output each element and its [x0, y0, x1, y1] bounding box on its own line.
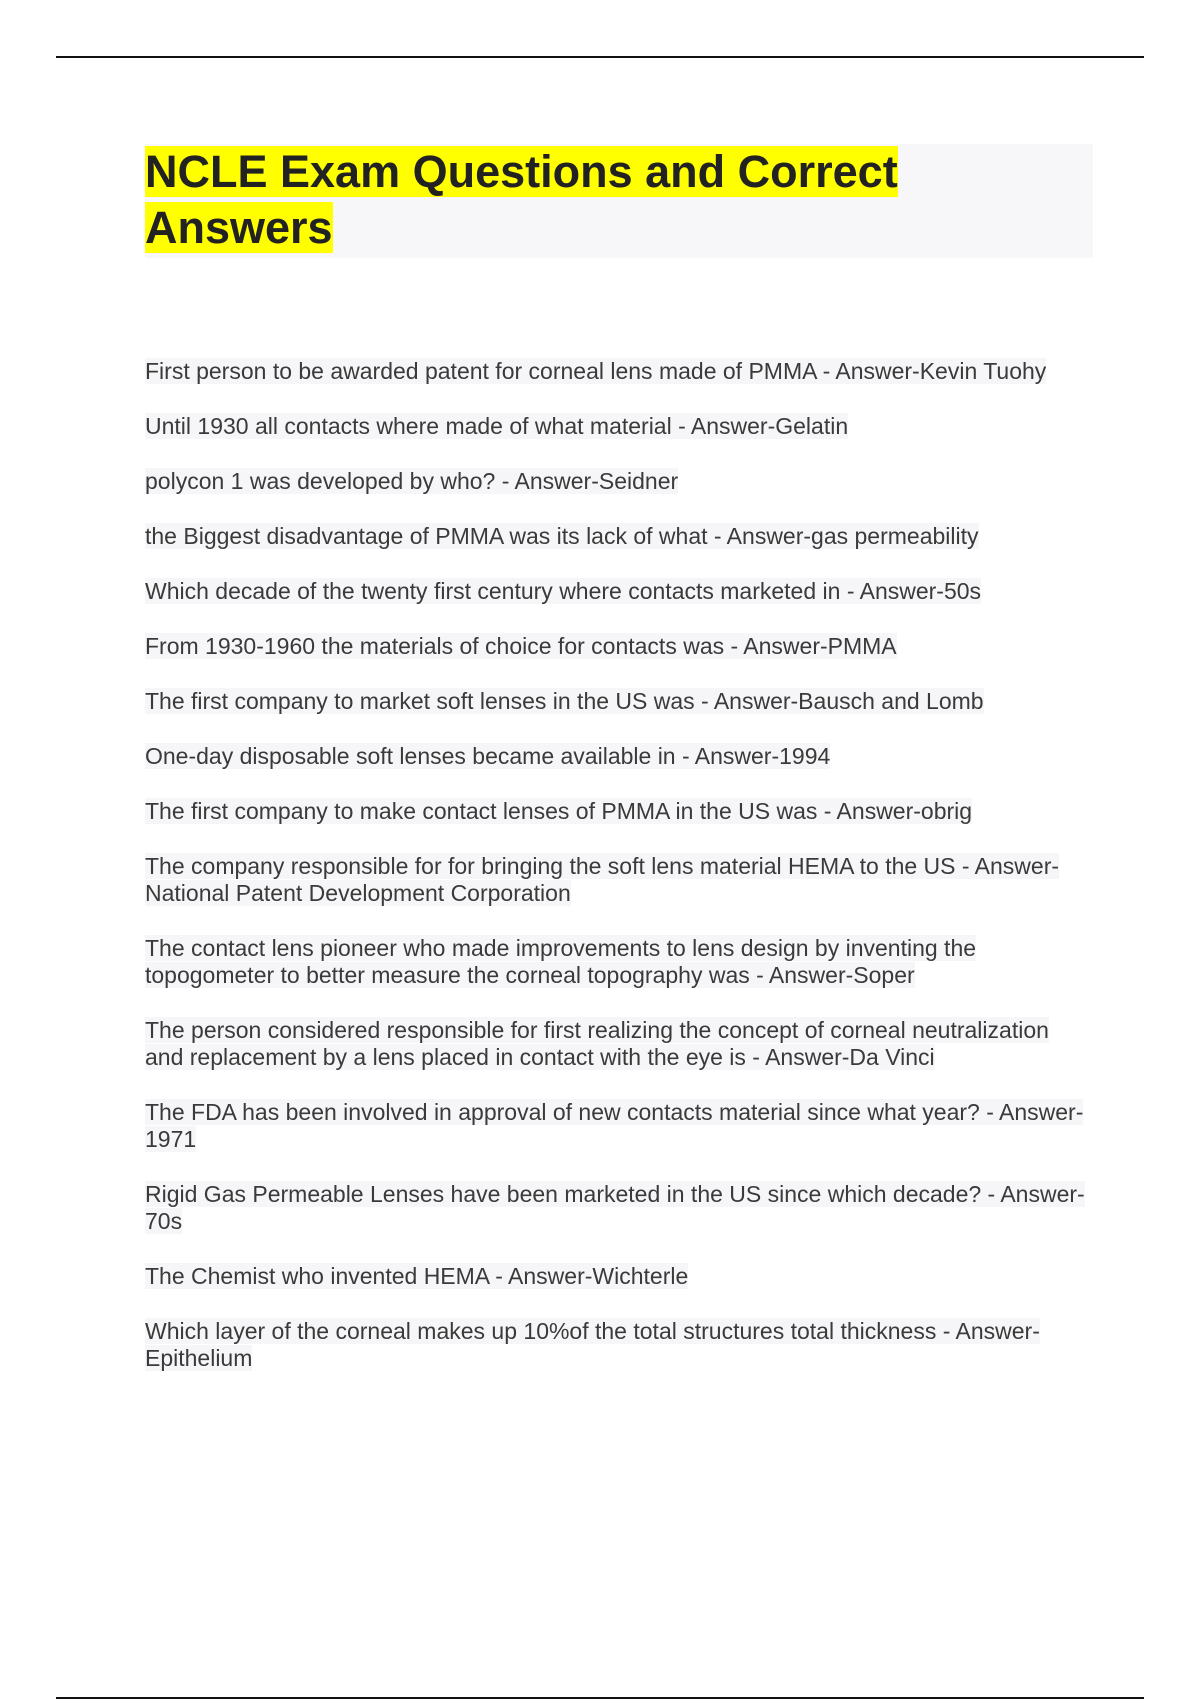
title-line-2: Answers: [145, 202, 333, 253]
qa-item: [145, 1017, 1093, 1071]
qa-text: the Biggest disadvantage of PMMA was its lack of what - Answer-gas permeability: [145, 523, 979, 549]
qa-item: [145, 1263, 1093, 1290]
qa-item: [145, 798, 1093, 825]
page-title: [145, 144, 1093, 256]
qa-item: [145, 1181, 1093, 1235]
qa-item: [145, 1318, 1093, 1372]
qa-text: The Chemist who invented HEMA - Answer-Wichterle: [145, 1263, 689, 1289]
qa-item: [145, 633, 1093, 660]
qa-item: [145, 578, 1093, 605]
qa-text: First person to be awarded patent for corneal lens made of PMMA - Answer-Kevin Tuohy: [145, 358, 1047, 384]
qa-text: The FDA has been involved in approval of new contacts material since what year? - Answer-1971: [145, 1099, 1084, 1152]
qa-text: From 1930-1960 the materials of choice for contacts was - Answer-PMMA: [145, 633, 897, 659]
qa-item: [145, 413, 1093, 440]
qa-text: The person considered responsible for first realizing the concept of corneal neutralization and replacement by a lens placed in contact with the eye is - Answer-Da Vinci: [145, 1017, 1049, 1070]
qa-text: The first company to make contact lenses of PMMA in the US was - Answer-obrig: [145, 798, 973, 824]
qa-item: [145, 688, 1093, 715]
title-block: [145, 144, 1093, 258]
title-line-1: NCLE Exam Questions and Correct: [145, 146, 898, 197]
qa-item: [145, 1099, 1093, 1153]
qa-text: Which layer of the corneal makes up 10%of the total structures total thickness - Answer-Epithelium: [145, 1318, 1040, 1371]
qa-list: [145, 358, 1093, 1400]
bottom-rule: [56, 1697, 1144, 1699]
qa-item: [145, 358, 1093, 385]
qa-text: polycon 1 was developed by who? - Answer-Seidner: [145, 468, 679, 494]
qa-item: [145, 853, 1093, 907]
qa-item: [145, 743, 1093, 770]
qa-text: Until 1930 all contacts where made of what material - Answer-Gelatin: [145, 413, 849, 439]
qa-text: Which decade of the twenty first century where contacts marketed in - Answer-50s: [145, 578, 982, 604]
qa-text: The contact lens pioneer who made improvements to lens design by inventing the topogometer to better measure the corneal topography was - Answer-Soper: [145, 935, 977, 988]
qa-item: [145, 523, 1093, 550]
top-rule: [56, 56, 1144, 58]
qa-text: The first company to market soft lenses in the US was - Answer-Bausch and Lomb: [145, 688, 984, 714]
qa-text: The company responsible for for bringing the soft lens material HEMA to the US - Answer-National Patent Development Corporation: [145, 853, 1060, 906]
qa-text: Rigid Gas Permeable Lenses have been marketed in the US since which decade? - Answer-70s: [145, 1181, 1085, 1234]
qa-text: One-day disposable soft lenses became available in - Answer-1994: [145, 743, 831, 769]
qa-item: [145, 468, 1093, 495]
qa-item: [145, 935, 1093, 989]
